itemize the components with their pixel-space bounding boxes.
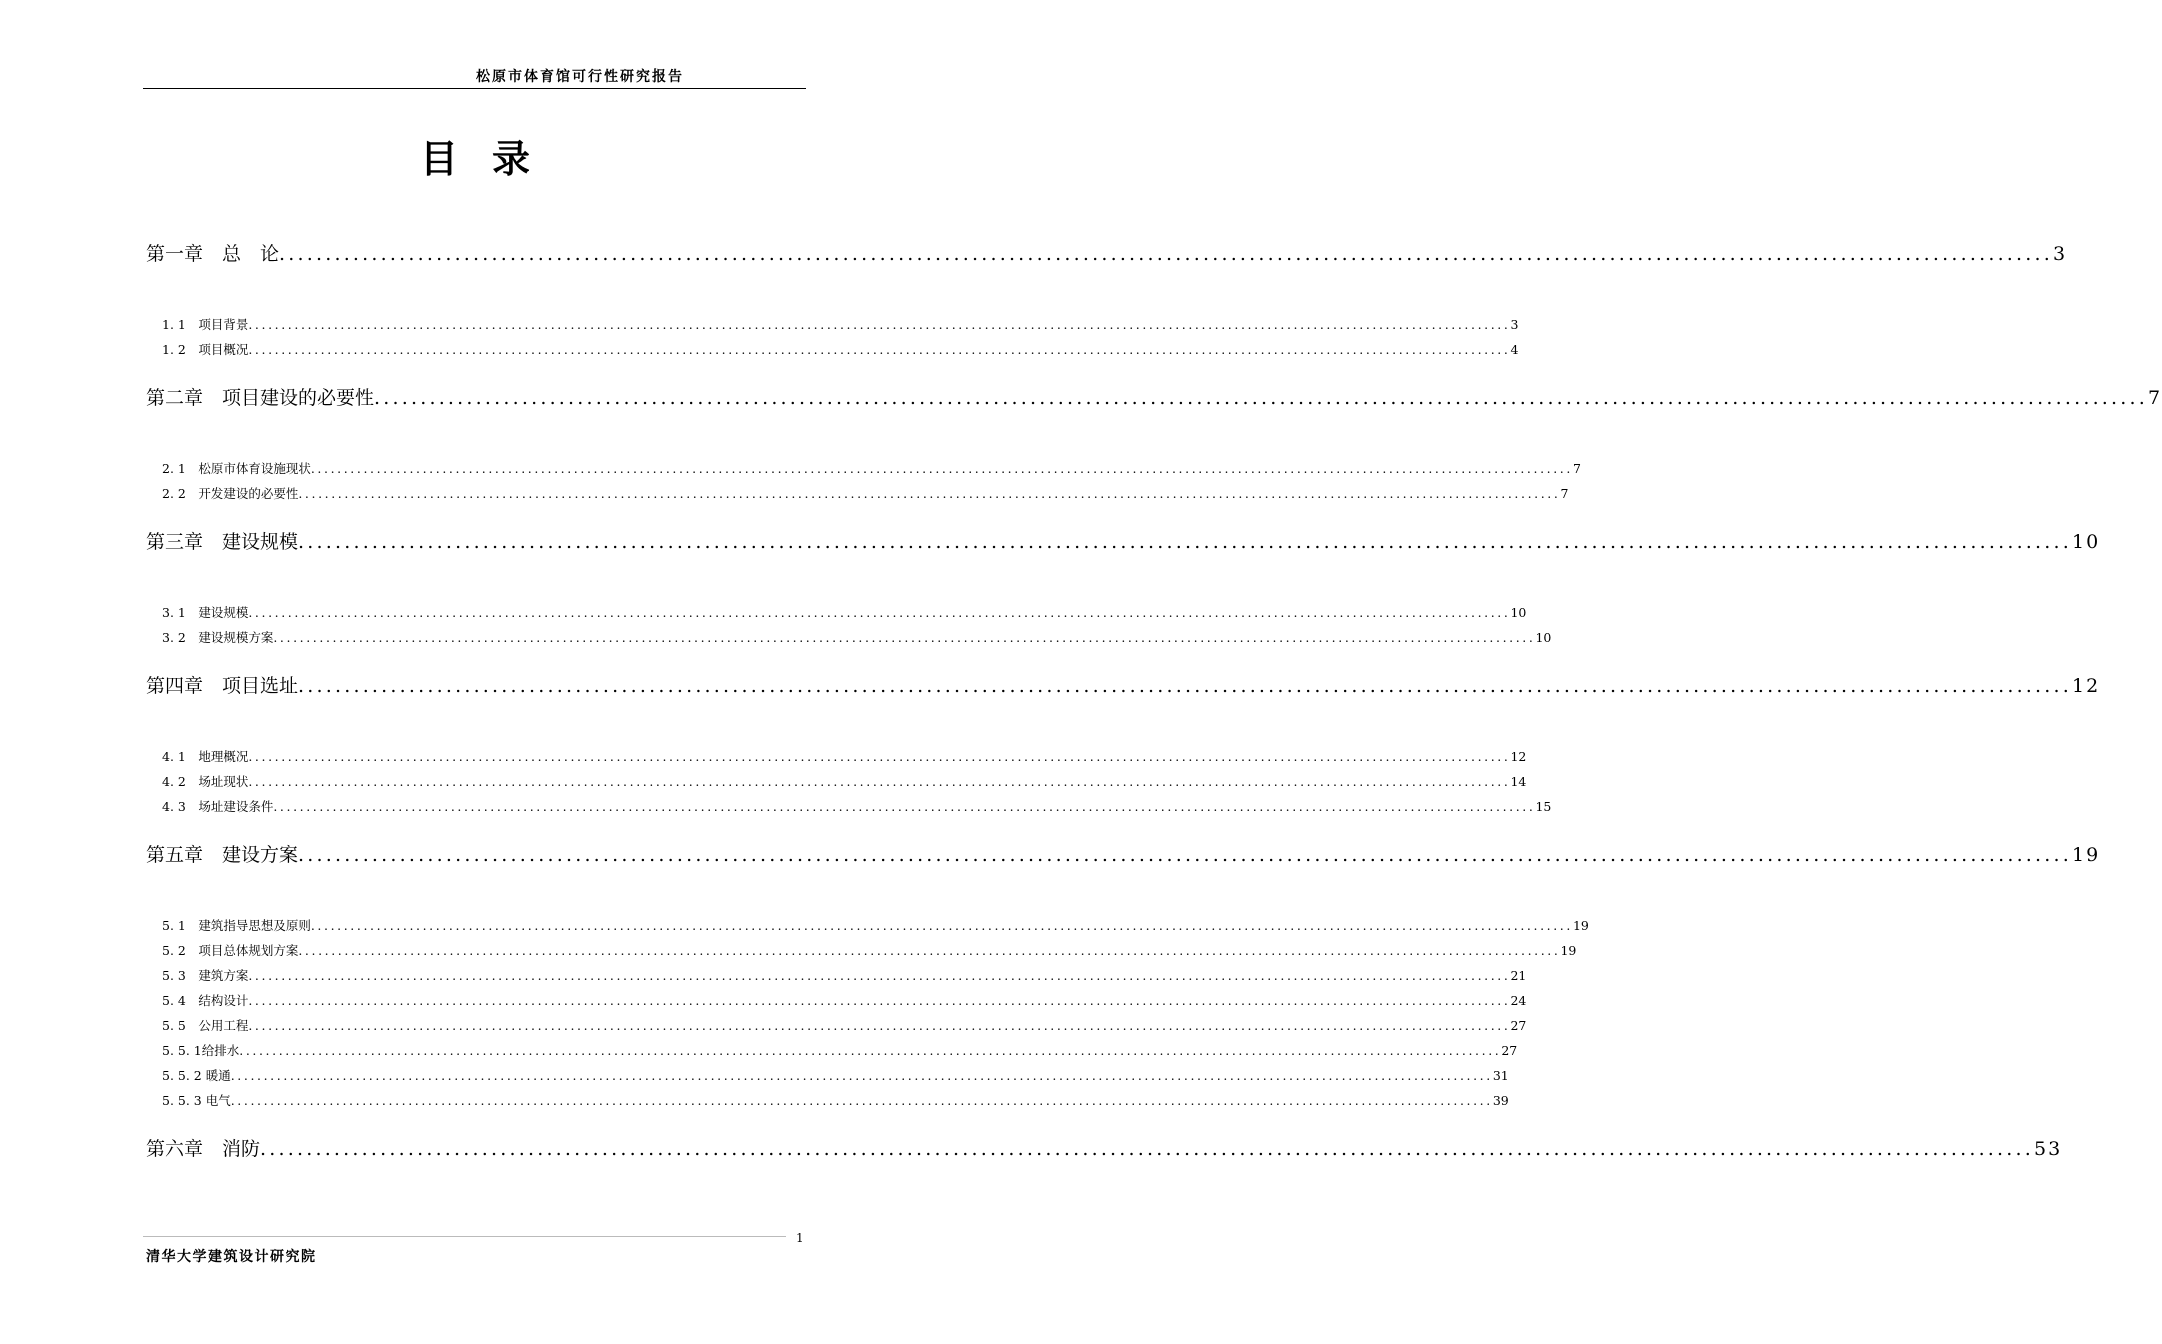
toc-entry-label: 2. 1 松原市体育设施现状 [162, 461, 311, 476]
toc-entry-label: 4. 1 地理概况 [162, 749, 249, 764]
toc-entry-page: 53 [2034, 1138, 2063, 1160]
toc-entry-label: 5. 4 结构设计 [162, 993, 249, 1008]
toc-entry-label: 5. 3 建筑方案 [162, 968, 249, 983]
toc-section-5-2[interactable] [162, 942, 1577, 960]
toc-chapter-1[interactable] [146, 241, 2068, 267]
toc-leader-dots: ................................................................................................................................................................................................ [279, 243, 2054, 265]
toc-leader-dots: ................................................................................................................................................................................................ [248, 749, 1511, 764]
toc-section-5-3[interactable] [162, 967, 1527, 985]
toc-leader-dots: ................................................................................................................................................................................................ [273, 799, 1536, 814]
toc-section-5-5[interactable] [162, 1017, 1527, 1035]
toc-leader-dots: ................................................................................................................................................................................................ [310, 918, 1573, 933]
toc-leader-dots: ................................................................................................................................................................................................ [298, 844, 2073, 866]
toc-leader-dots: ................................................................................................................................................................................................ [248, 993, 1511, 1008]
footer-rule [143, 1236, 786, 1237]
toc-leader-dots: ................................................................................................................................................................................................ [298, 531, 2073, 553]
toc-entry-page: 10 [1535, 630, 1552, 645]
toc-entry-page: 12 [2072, 675, 2101, 697]
toc-entry-page: 3 [2053, 243, 2068, 265]
toc-title: 目录 [419, 136, 564, 181]
toc-entry-page: 31 [1492, 1068, 1509, 1083]
toc-entry-page: 39 [1492, 1093, 1509, 1108]
toc-chapter-6[interactable] [146, 1136, 2063, 1162]
toc-entry-page: 7 [2148, 387, 2162, 409]
toc-entry-label: 1. 1 项目背景 [162, 317, 249, 332]
toc-entry-page: 4 [1510, 342, 1519, 357]
toc-entry-label: 1. 2 项目概况 [162, 342, 249, 357]
toc-entry-label: 5. 1 建筑指导思想及原则 [162, 918, 311, 933]
toc-leader-dots: ................................................................................................................................................................................................ [248, 605, 1511, 620]
toc-entry-label: 第六章 消防 [146, 1138, 261, 1160]
toc-section-5-5-2[interactable] [162, 1067, 1509, 1085]
toc-section-3-2[interactable] [162, 629, 1552, 647]
toc-leader-dots: ................................................................................................................................................................................................ [239, 1043, 1502, 1058]
toc-leader-dots: ................................................................................................................................................................................................ [298, 486, 1561, 501]
toc-section-1-2[interactable] [162, 341, 1519, 359]
toc-entry-label: 5. 5. 2 暖通 [162, 1068, 231, 1083]
toc-section-5-5-1[interactable] [162, 1042, 1518, 1060]
toc-section-5-5-3[interactable] [162, 1092, 1509, 1110]
toc-leader-dots: ................................................................................................................................................................................................ [310, 461, 1573, 476]
toc-entry-label: 2. 2 开发建设的必要性 [162, 486, 299, 501]
toc-entry-label: 第三章 建设规模 [146, 531, 299, 553]
toc-section-4-2[interactable] [162, 773, 1527, 791]
toc-entry-page: 19 [2072, 844, 2101, 866]
toc-leader-dots: ................................................................................................................................................................................................ [230, 1068, 1493, 1083]
toc-leader-dots: ................................................................................................................................................................................................ [248, 1018, 1511, 1033]
toc-section-1-1[interactable] [162, 316, 1519, 334]
toc-section-5-4[interactable] [162, 992, 1527, 1010]
toc-entry-page: 7 [1560, 486, 1569, 501]
toc-entry-page: 27 [1501, 1043, 1518, 1058]
toc-chapter-5[interactable] [146, 842, 2101, 868]
toc-leader-dots: ................................................................................................................................................................................................ [248, 342, 1511, 357]
toc-entry-page: 10 [1510, 605, 1527, 620]
toc-entry-page: 14 [1510, 774, 1527, 789]
toc-entry-label: 3. 2 建设规模方案 [162, 630, 274, 645]
toc-entry-page: 7 [1572, 461, 1581, 476]
toc-section-3-1[interactable] [162, 604, 1527, 622]
toc-entry-page: 19 [1572, 918, 1589, 933]
toc-entry-page: 24 [1510, 993, 1527, 1008]
toc-section-2-1[interactable] [162, 460, 1581, 478]
toc-entry-label: 第四章 项目选址 [146, 675, 299, 697]
toc-leader-dots: ................................................................................................................................................................................................ [298, 943, 1561, 958]
toc-entry-label: 5. 5. 3 电气 [162, 1093, 231, 1108]
toc-leader-dots: ................................................................................................................................................................................................ [298, 675, 2073, 697]
toc-entry-page: 27 [1510, 1018, 1527, 1033]
toc-chapter-2[interactable] [146, 385, 2162, 411]
page-number: 1 [796, 1231, 804, 1245]
toc-leader-dots: ................................................................................................................................................................................................ [230, 1093, 1493, 1108]
header-rule [143, 88, 806, 89]
toc-chapter-4[interactable] [146, 673, 2101, 699]
toc-entry-label: 3. 1 建设规模 [162, 605, 249, 620]
toc-entry-label: 4. 2 场址现状 [162, 774, 249, 789]
toc-section-5-1[interactable] [162, 917, 1589, 935]
toc-leader-dots: ................................................................................................................................................................................................ [260, 1138, 2035, 1160]
toc-entry-page: 19 [1560, 943, 1577, 958]
toc-section-2-2[interactable] [162, 485, 1569, 503]
toc-entry-label: 第一章 总 论 [146, 243, 280, 265]
toc-entry-label: 5. 5 公用工程 [162, 1018, 249, 1033]
toc-section-4-1[interactable] [162, 748, 1527, 766]
toc-entry-label: 5. 5. 1给排水 [162, 1043, 240, 1058]
toc-leader-dots: ................................................................................................................................................................................................ [273, 630, 1536, 645]
footer-organization: 清华大学建筑设计研究院 [146, 1249, 317, 1265]
toc-entry-page: 10 [2072, 531, 2101, 553]
toc-entry-page: 21 [1510, 968, 1527, 983]
toc-entry-label: 第五章 建设方案 [146, 844, 299, 866]
toc-entry-page: 3 [1510, 317, 1519, 332]
toc-leader-dots: ................................................................................................................................................................................................ [248, 317, 1511, 332]
toc-leader-dots: ................................................................................................................................................................................................ [374, 387, 2149, 409]
toc-leader-dots: ................................................................................................................................................................................................ [248, 774, 1511, 789]
toc-chapter-3[interactable] [146, 529, 2101, 555]
toc-entry-label: 5. 2 项目总体规划方案 [162, 943, 299, 958]
toc-entry-page: 15 [1535, 799, 1552, 814]
toc-entry-label: 4. 3 场址建设条件 [162, 799, 274, 814]
toc-leader-dots: ................................................................................................................................................................................................ [248, 968, 1511, 983]
header-title: 松原市体育馆可行性研究报告 [476, 69, 684, 85]
toc-entry-label: 第二章 项目建设的必要性 [146, 387, 375, 409]
toc-entry-page: 12 [1510, 749, 1527, 764]
toc-section-4-3[interactable] [162, 798, 1552, 816]
